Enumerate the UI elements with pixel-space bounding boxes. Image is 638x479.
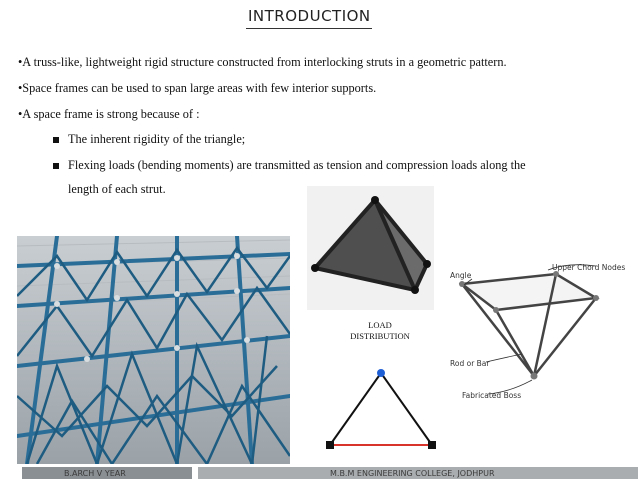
- sub-bullet-2: Flexing loads (bending moments) are transmitted as tension and compression loads along the: [68, 158, 526, 172]
- slide-title: INTRODUCTION: [248, 7, 371, 25]
- square-bullet-icon: [53, 137, 59, 143]
- footer-left-text: B.ARCH V YEAR: [64, 469, 126, 478]
- pyramid-frame-diagram: [448, 258, 633, 408]
- label-upper-chord-nodes: Upper Chord Nodes: [552, 263, 626, 272]
- bullet-2: •Space frames can be used to span large areas with few interior supports.: [18, 81, 377, 95]
- sub-bullet-2-continued: length of each strut.: [68, 182, 166, 196]
- title-underline: [246, 28, 372, 29]
- bullet-3: •A space frame is strong because of :: [18, 107, 200, 121]
- load-label-line2: DISTRIBUTION: [350, 331, 410, 341]
- footer-right-text: M.B.M ENGINEERING COLLEGE, JODHPUR: [330, 469, 495, 478]
- bullet-1: •A truss-like, lightweight rigid structure constructed from interlocking struts in a geometric pattern.: [18, 55, 507, 69]
- label-angle: Angle: [450, 271, 472, 280]
- sub-bullet-1: The inherent rigidity of the triangle;: [68, 132, 246, 146]
- label-fabricated-boss: Fabricated Boss: [462, 391, 522, 400]
- label-rod-or-bar: Rod or Bar: [450, 359, 490, 368]
- tetrahedron-model-image: [307, 186, 434, 310]
- load-label-line1: LOAD: [368, 320, 392, 330]
- load-distribution-triangle: [320, 364, 442, 454]
- space-frame-roof-photo: [17, 236, 290, 464]
- square-bullet-icon: [53, 163, 59, 169]
